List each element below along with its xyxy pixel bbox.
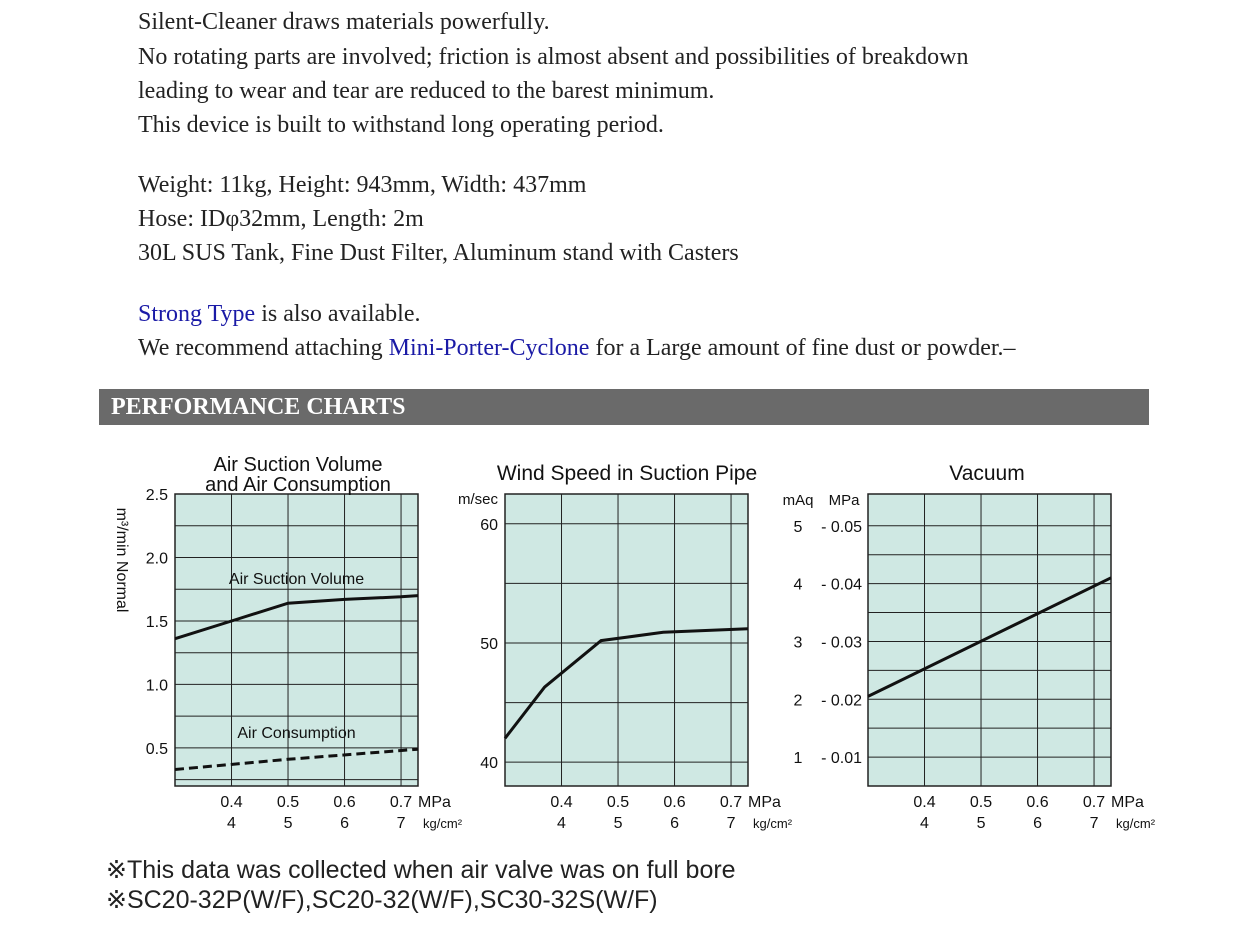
chart3-x-tick-mpa: 0.6	[1026, 794, 1049, 811]
chart1-x-tick-mpa: 0.7	[389, 794, 413, 811]
chart1-x-tick-kg: 5	[283, 815, 293, 832]
footnote-valve: ※This data was collected when air valve was on full bore	[106, 856, 736, 884]
chart1-y-tick-label: 1.0	[145, 677, 168, 695]
chart3-x-unit-kg: kg/cm²	[1116, 816, 1156, 831]
chart2-y-tick-label: 60	[480, 516, 498, 534]
chart3-y-unit-mpa: MPa	[828, 492, 860, 509]
chart3-x-tick-kg: 4	[920, 815, 929, 832]
chart3-y-unit-mAq: mAq	[782, 492, 814, 509]
chart3-y-tick-mAq: 4	[793, 576, 803, 594]
chart3-y-tick-mAq: 5	[793, 518, 803, 536]
chart2-x-tick-kg: 4	[557, 815, 566, 832]
mini-porter-cyclone-link[interactable]: Mini-Porter-Cyclone	[388, 335, 590, 361]
chart1-y-tick-label: 0.5	[145, 740, 168, 758]
chart2-y-tick-label: 40	[480, 755, 498, 773]
chart3-y-tick-mpa: - 0.04	[821, 576, 862, 594]
chart1-series-label-2: Air Consumption	[237, 724, 356, 742]
intro-line-1: Silent-Cleaner draws materials powerfully.	[138, 9, 550, 35]
chart3-y-tick-mpa: - 0.05	[821, 518, 862, 536]
chart2-x-tick-mpa: 0.7	[719, 794, 743, 811]
chart3-y-tick-mpa: - 0.03	[821, 634, 862, 652]
section-title: PERFORMANCE CHARTS	[111, 394, 406, 420]
chart2-x-tick-mpa: 0.6	[663, 794, 686, 811]
chart1-series-label-1: Air Suction Volume	[228, 571, 365, 589]
chart2-x-tick-mpa: 0.4	[550, 794, 573, 811]
intro-line-4: This device is built to withstand long operating period.	[138, 112, 664, 138]
chart1-x-tick-mpa: 0.6	[333, 794, 356, 811]
chart3-x-tick-mpa: 0.5	[969, 794, 993, 811]
strong-type-link[interactable]: Strong Type	[138, 301, 256, 327]
footnote-models: ※SC20-32P(W/F),SC20-32(W/F),SC30-32S(W/F)	[106, 886, 658, 914]
chart3-title: Vacuum	[949, 462, 1025, 485]
chart3-y-tick-mAq: 2	[793, 692, 803, 710]
chart1-y-tick-label: 1.5	[145, 613, 168, 631]
spec-equipment: 30L SUS Tank, Fine Dust Filter, Aluminum stand with Casters	[138, 240, 739, 266]
chart3-y-tick-mAq: 3	[793, 634, 803, 652]
spec-hose: Hose: IDφ32mm, Length: 2m	[138, 206, 424, 232]
chart3-x-tick-mpa: 0.7	[1082, 794, 1106, 811]
chart2-x-tick-kg: 7	[726, 815, 736, 832]
chart1-title-line-2: and Air Consumption	[205, 474, 391, 496]
chart3-x-unit-mpa: MPa	[1111, 794, 1144, 811]
chart1-x-tick-mpa: 0.4	[220, 794, 243, 811]
chart2-x-unit-kg: kg/cm²	[753, 816, 793, 831]
chart1-x-tick-mpa: 0.5	[276, 794, 300, 811]
recommend-suffix: for a Large amount of fine dust or powder.–	[589, 335, 1016, 361]
chart3-x-tick-kg: 6	[1033, 815, 1042, 832]
chart1-title-line-1: Air Suction Volume	[213, 454, 383, 476]
chart1-x-tick-kg: 7	[396, 815, 406, 832]
chart2-plot-area	[505, 494, 748, 786]
recommend-prefix: We recommend attaching	[138, 335, 389, 361]
chart2-x-tick-kg: 6	[670, 815, 679, 832]
chart1-x-unit-kg: kg/cm²	[423, 816, 463, 831]
chart2-x-tick-mpa: 0.5	[606, 794, 630, 811]
chart2-x-tick-kg: 5	[613, 815, 623, 832]
chart3-x-tick-mpa: 0.4	[913, 794, 936, 811]
chart2-y-unit: m/sec	[457, 491, 498, 508]
chart1-y-tick-label: 2.0	[145, 550, 168, 568]
strong-type-suffix: is also available.	[255, 301, 421, 327]
chart2-y-tick-label: 50	[480, 635, 498, 653]
chart3-plot-area	[868, 494, 1111, 786]
chart3-y-tick-mAq: 1	[793, 750, 803, 768]
spec-weight-size: Weight: 11kg, Height: 943mm, Width: 437mm	[138, 172, 587, 198]
intro-line-2: No rotating parts are involved; friction is almost absent and possibilities of breakdown	[138, 44, 969, 70]
chart3-y-tick-mpa: - 0.01	[821, 750, 862, 768]
chart1-x-tick-kg: 6	[340, 815, 349, 832]
chart1-y-tick-label: 2.5	[145, 487, 168, 504]
chart1-y-axis-label: m³/min Normal	[113, 507, 130, 613]
chart1-plot-area	[175, 494, 418, 786]
chart3-x-tick-kg: 7	[1089, 815, 1099, 832]
chart1-x-tick-kg: 4	[227, 815, 236, 832]
chart3-y-tick-mpa: - 0.02	[821, 692, 862, 710]
chart2-x-unit-mpa: MPa	[748, 794, 781, 811]
chart1-x-unit-mpa: MPa	[418, 794, 451, 811]
chart3-x-tick-kg: 5	[976, 815, 986, 832]
intro-line-3: leading to wear and tear are reduced to the barest minimum.	[138, 78, 715, 104]
chart2-title: Wind Speed in Suction Pipe	[496, 462, 758, 485]
